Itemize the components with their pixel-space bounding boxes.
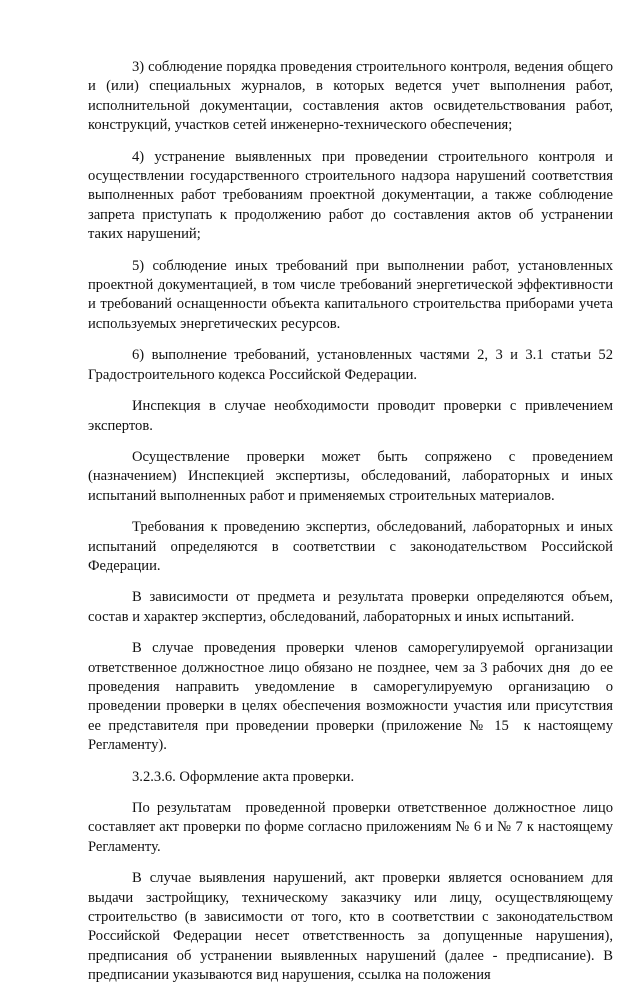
paragraph-scope: В зависимости от предмета и результата проверки определяются объем, состав и характер экспертиз, обследований, лабораторных и иных испытаний. [88,589,617,625]
paragraph-item-3: 3) соблюдение порядка проведения строительного контроля, ведения общего и (или) специальных журналов, в которых ведется учет выполнения работ, исполнительной документации, составления актов освидетельствования работ, конструкций, участков сетей инженерно-технического обеспечения; [88,59,617,134]
paragraph-sro-notice: В случае проведения проверки членов саморегулируемой организации ответственное должностное лицо обязано не позднее, чем за 3 рабочих дня до ее проведения направить уведомление в саморегулируемую организацию о проведении проверки в целях обеспечения возможности участия или присутствия ее представителя при проведении проверки (приложение № 15 к настоящему Регламенту). [88,640,617,754]
paragraph-violations: В случае выявления нарушений, акт проверки является основанием для выдачи застройщику, техническому заказчику или лицу, осуществляющему строительство (в зависимости от того, кто в соответствии с законодательством Российской Федерации несет ответственность за допущенные нарушения), предписания об устранении выявленных нарушений (далее - предписание). В предписании указываются вид нарушения, ссылка на положения [88,870,617,984]
paragraph-item-5: 5) соблюдение иных требований при выполнении работ, установленных проектной документацией, в том числе требований энергетической эффективности и требований оснащенности объекта капитального строительства приборами учета используемых энергетических ресурсов. [88,257,617,332]
paragraph-expertise: Осуществление проверки может быть сопряжено с проведением (назначением) Инспекцией экспертизы, обследований, лабораторных и иных испытаний выполненных работ и применяемых строительных материалов. [88,448,617,504]
document-page [88,58,617,986]
paragraph-requirements: Требования к проведению экспертиз, обследований, лабораторных и иных испытаний определяются в соответствии с законодательством Российской Федерации. [88,519,617,574]
paragraph-item-4: 4) устранение выявленных при проведении строительного контроля и осуществлении государственного строительного надзора нарушений соответствия выполненных работ требованиям проектной документации, а также соблюдение запрета приступать к продолжению работ до составления актов об устранении таких нарушений; [88,148,617,243]
section-heading: 3.2.3.6. Оформление акта проверки. [132,768,355,785]
paragraph-item-6: 6) выполнение требований, установленных частями 2, 3 и 3.1 статьи 52 Градостроительного кодекса Российской Федерации. [88,347,617,383]
paragraph-inspection-act: По результатам проведенной проверки ответственное должностное лицо составляет акт проверки по форме согласно приложениям № 6 и № 7 к настоящему Регламенту. [88,800,617,855]
paragraph-experts: Инспекция в случае необходимости проводит проверки с привлечением экспертов. [88,398,617,434]
